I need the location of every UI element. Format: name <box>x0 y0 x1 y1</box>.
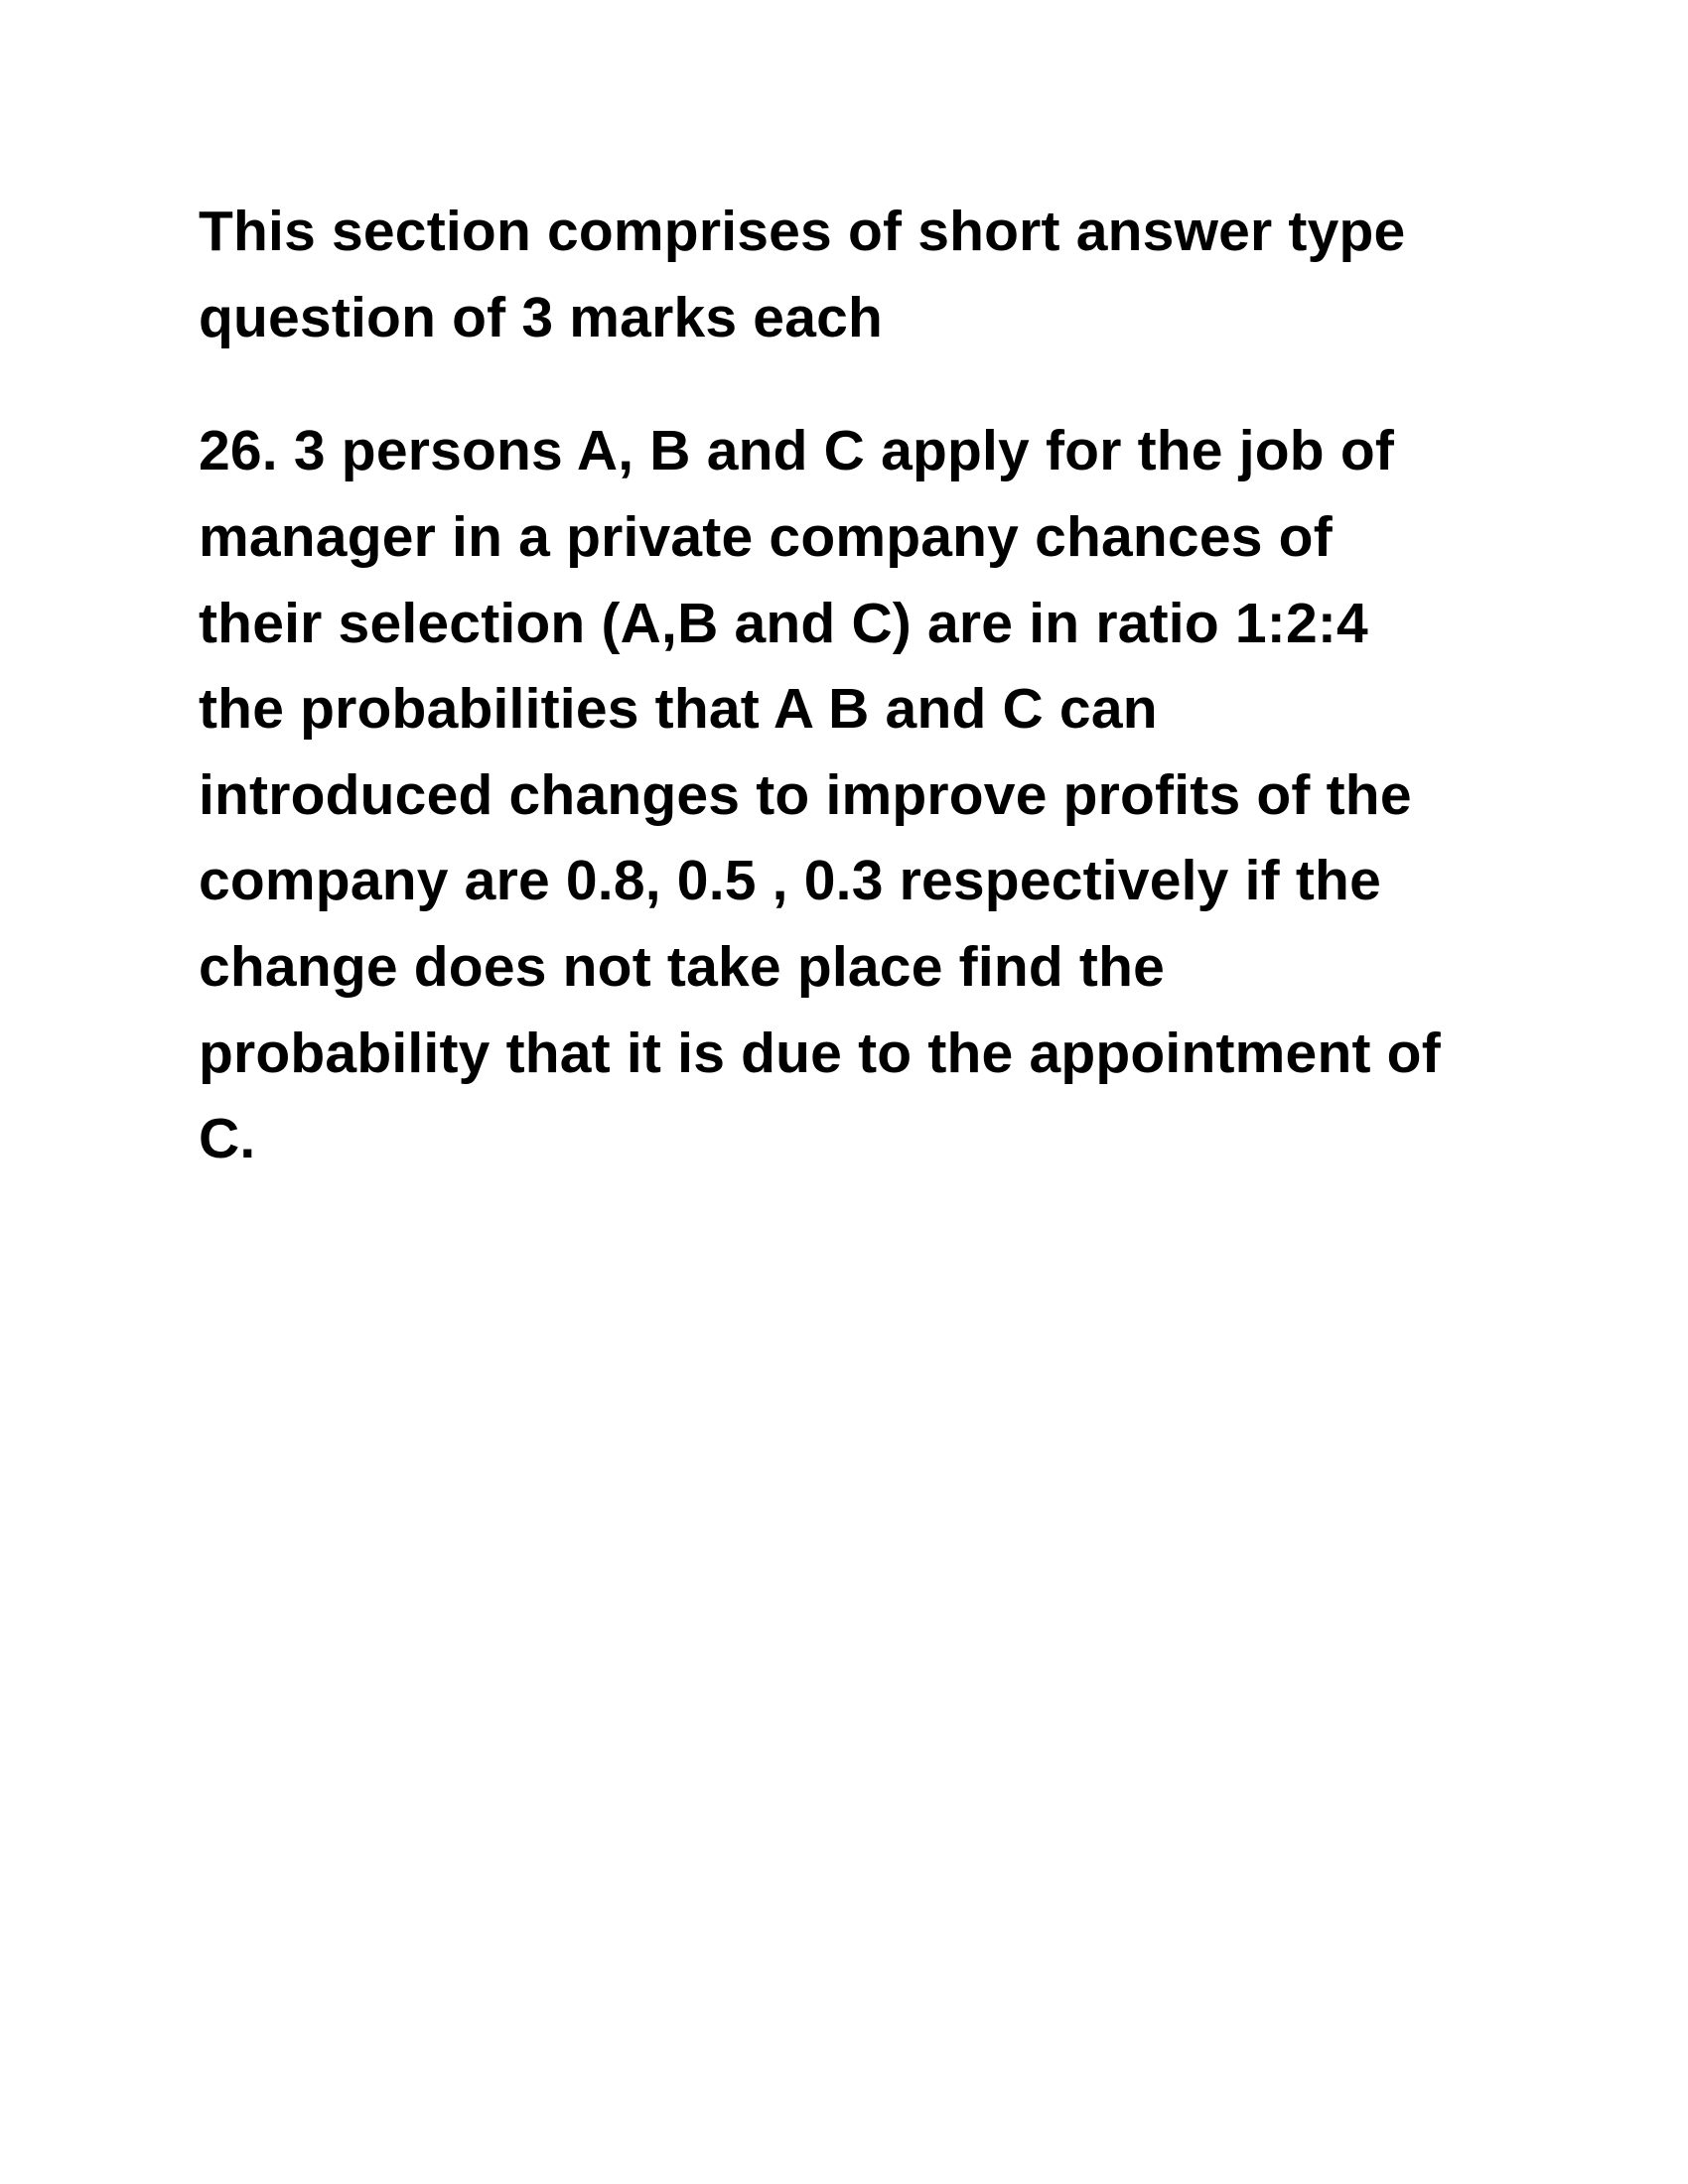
section-heading: This section comprises of short answer type question of 3 marks each <box>199 200 1406 349</box>
question-paragraph: 26. 3 persons A, B and C apply for the job of manager in a private company chances of their selection (A,B and C) are in ratio 1:2:4 the probabilities that A B and C can introduced changes to improve profits of the company are 0.8, 0.5 , 0.3 respectively if the change does not take place find the probability that it is due to the appointment of C. <box>199 419 1441 1171</box>
document-body <box>199 189 1489 1182</box>
